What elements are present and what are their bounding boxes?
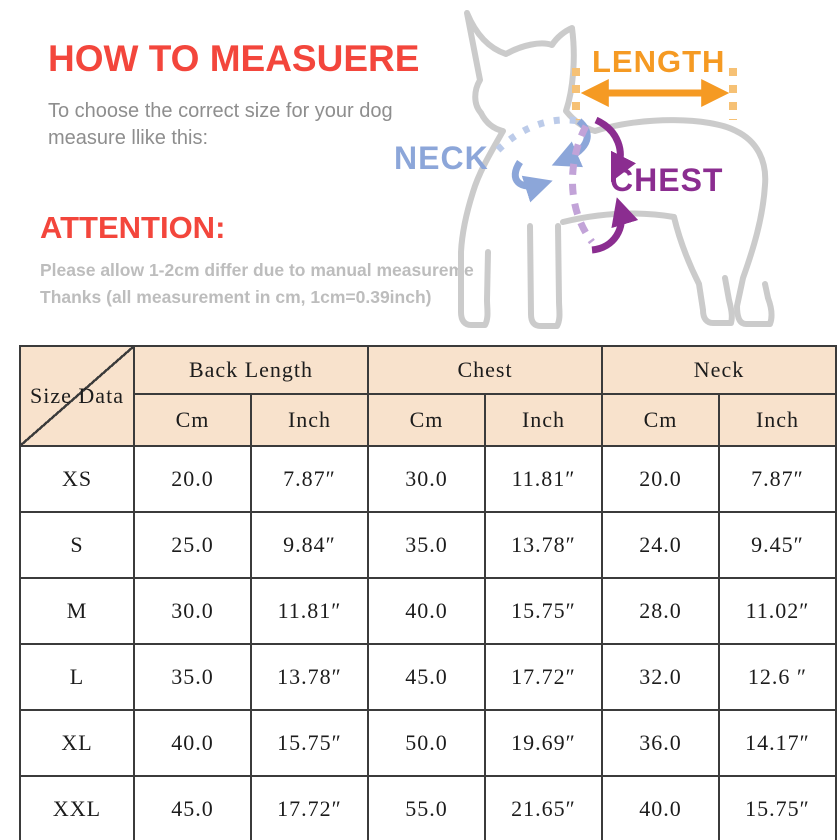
size-cell: XXL	[20, 776, 134, 840]
table-cell: 7.87″	[719, 446, 836, 512]
table-cell: 35.0	[368, 512, 485, 578]
table-cell: 32.0	[602, 644, 719, 710]
table-cell: 40.0	[134, 710, 251, 776]
table-cell: 30.0	[368, 446, 485, 512]
table-cell: 21.65″	[485, 776, 602, 840]
table-cell: 13.78″	[485, 512, 602, 578]
group-header-chest: Chest	[368, 346, 602, 394]
neck-arrow-bottom	[515, 162, 542, 186]
table-cell: 11.81″	[251, 578, 368, 644]
table-cell: 55.0	[368, 776, 485, 840]
table-row-l	[20, 644, 836, 710]
table-cell: 36.0	[602, 710, 719, 776]
corner-cell: Size Data	[20, 346, 134, 446]
subtitle	[48, 98, 393, 152]
measurement-diagram	[380, 0, 840, 345]
table-cell: 15.75″	[251, 710, 368, 776]
table-cell: 50.0	[368, 710, 485, 776]
unit-header: Cm	[368, 394, 485, 446]
subtitle-line2: measure llike this:	[48, 127, 209, 149]
size-cell: S	[20, 512, 134, 578]
table-cell: 45.0	[368, 644, 485, 710]
unit-header: Cm	[602, 394, 719, 446]
attention-line1: Please allow 1-2cm differ due to manual measureme	[40, 260, 474, 280]
size-cell: L	[20, 644, 134, 710]
size-cell: M	[20, 578, 134, 644]
table-row-s	[20, 512, 836, 578]
table-cell: 12.6 ″	[719, 644, 836, 710]
table-cell: 35.0	[134, 644, 251, 710]
size-table	[19, 345, 837, 840]
table-cell: 45.0	[134, 776, 251, 840]
table-cell: 30.0	[134, 578, 251, 644]
table-cell: 14.17″	[719, 710, 836, 776]
table-cell: 13.78″	[251, 644, 368, 710]
attention-title: ATTENTION:	[40, 210, 226, 245]
attention-line2: Thanks (all measurement in cm, 1cm=0.39inch)	[40, 287, 432, 308]
unit-header: Inch	[251, 394, 368, 446]
table-cell: 15.75″	[719, 776, 836, 840]
page-title: HOW TO MEASUERE	[48, 38, 420, 79]
table-cell: 40.0	[602, 776, 719, 840]
table-cell: 15.75″	[485, 578, 602, 644]
size-cell: XL	[20, 710, 134, 776]
table-cell: 25.0	[134, 512, 251, 578]
table-row-xs	[20, 446, 836, 512]
table-cell: 9.45″	[719, 512, 836, 578]
unit-header: Cm	[134, 394, 251, 446]
table-row-xl	[20, 710, 836, 776]
table-row-xxl	[20, 776, 836, 840]
table-cell: 40.0	[368, 578, 485, 644]
unit-header: Inch	[485, 394, 602, 446]
table-cell: 24.0	[602, 512, 719, 578]
group-header-neck: Neck	[602, 346, 836, 394]
table-cell: 7.87″	[251, 446, 368, 512]
table-cell: 11.81″	[485, 446, 602, 512]
table-row-m	[20, 578, 836, 644]
group-header-back-length: Back Length	[134, 346, 368, 394]
table-cell: 17.72″	[251, 776, 368, 840]
table-cell: 19.69″	[485, 710, 602, 776]
subtitle-line1: To choose the correct size for your dog	[48, 100, 393, 122]
length-label: LENGTH	[592, 44, 726, 79]
table-cell: 28.0	[602, 578, 719, 644]
neck-label: NECK	[394, 140, 489, 176]
table-cell: 9.84″	[251, 512, 368, 578]
table-cell: 17.72″	[485, 644, 602, 710]
table-cell: 11.02″	[719, 578, 836, 644]
table-cell: 20.0	[602, 446, 719, 512]
table-cell: 20.0	[134, 446, 251, 512]
unit-header: Inch	[719, 394, 836, 446]
size-cell: XS	[20, 446, 134, 512]
chest-label: CHEST	[610, 162, 724, 198]
